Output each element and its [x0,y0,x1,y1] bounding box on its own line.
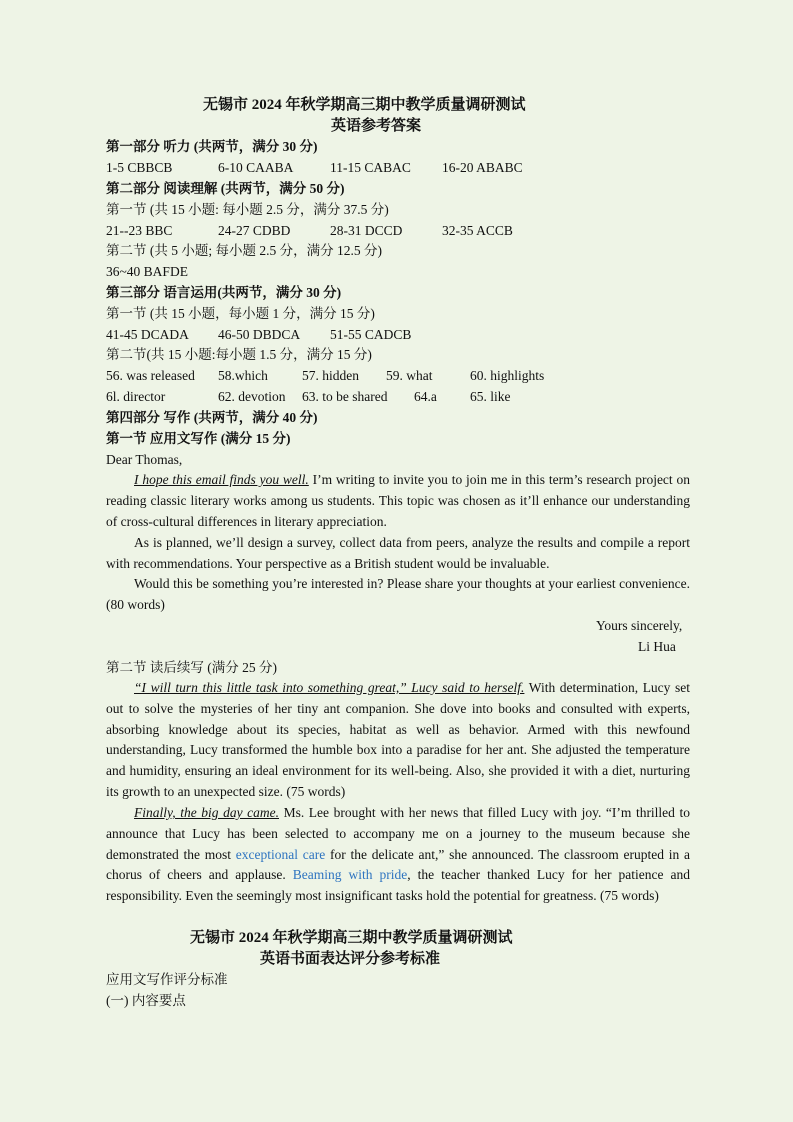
part2-section2-answers: 36~40 BAFDE [106,264,188,279]
part2-heading: 第二部分 阅读理解 (共两节，满分 50 分) [106,181,345,196]
answer-item: 62. devotion [218,389,286,404]
part4-section2-heading: 第二节 读后续写 (满分 25 分) [106,660,277,675]
paragraph-text: With determination, Lucy set out to solve the mysteries of her tiny ant companion. She dove into books and consulted with experts, absorbing knowledge about its species, habitat as well as behavior. Armed with this newfound understanding, Lucy transformed the humble box into a paradise for her ant. She adjusted the temperature and humidity, ensuring an ideal environment for its well-being. Also, she provided it with a diet, nurturing its growth to an unexpected size. (75 words) [106,680,690,799]
document-title: 无锡市 2024 年秋学期高三期中教学质量调研测试 [203,97,526,113]
paragraph-text: Ms. Lee brought with her news that filled Lucy with joy. “I’m thrilled to announce that Lucy has been selected to accompany me on a journey to the museum because she demonstrated the most [106,805,690,862]
part2-section1-heading: 第一节 (共 15 小题: 每小题 2.5 分，满分 37.5 分) [106,202,389,217]
answer-group: 41-45 DCADA [106,327,189,342]
answer-item: 60. highlights [470,368,545,383]
answer-group: 28-31 DCCD [330,223,403,238]
second-subtitle: 英语书面表达评分参考标准 [260,951,441,967]
underlined-opening: I hope this email finds you well. [134,472,309,487]
underlined-opening: Finally, the big day came. [134,805,279,820]
part3-section1-heading: 第一节 (共 15 小题，每小题 1 分，满分 15 分) [106,306,375,321]
paragraph-text: , the teacher thanked Lucy for her patience and responsibility. Even the seemingly most insignificant tasks hold the potential for greatness. (75 words) [106,867,691,904]
part3-heading: 第三部分 语言运用(共两节，满分 30 分) [106,285,342,300]
answer-item: 57. hidden [302,368,359,383]
paragraph-text: Would this be something you’re interested in? Please share your thoughts at your earliest convenience. (80 words) [106,576,690,612]
answer-group: 46-50 DBDCA [218,327,301,342]
answer-item: 63. to be shared [302,389,388,404]
answer-group: 6-10 CAABA [218,160,294,175]
story-paragraph-2 [106,803,690,907]
answer-group: 24-27 CDBD [218,223,291,238]
answer-group: 16-20 ABABC [442,160,523,175]
answer-group: 32-35 ACCB [442,223,513,238]
answer-group: 1-5 CBBCB [106,160,173,175]
part4-section1-heading: 第一节 应用文写作 (满分 15 分) [106,431,291,446]
part3-section2-heading: 第二节(共 15 小题:每小题 1.5 分，满分 15 分) [106,347,372,362]
second-title: 无锡市 2024 年秋学期高三期中教学质量调研测试 [190,930,513,946]
answer-item: 56. was released [106,368,195,383]
document-subtitle: 英语参考答案 [331,118,422,134]
criteria-heading: 应用文写作评分标准 [106,972,228,987]
answer-group: 51-55 CADCB [330,327,412,342]
paragraph-text: As is planned, we’ll design a survey, collect data from peers, analyze the results and compile a report with recommendations. Your perspective as a British student would be invaluable. [106,535,690,571]
letter-signature: Li Hua [638,639,676,654]
answer-group: 21--23 BBC [106,223,173,238]
letter-closing: Yours sincerely, [596,618,683,633]
answer-item: 58.which [218,368,268,383]
part4-heading: 第四部分 写作 (共两节，满分 40 分) [106,410,318,425]
letter-paragraph-2 [106,533,690,575]
part1-heading: 第一部分 听力 (共两节，满分 30 分) [106,139,318,154]
letter-paragraph-3 [106,574,690,616]
letter-greeting: Dear Thomas, [106,452,183,467]
story-paragraph-1 [106,678,690,803]
letter-paragraph-1 [106,470,690,532]
answer-group: 11-15 CABAC [330,160,411,175]
paragraph-text: for the delicate ant,” she announced. The classroom erupted in a chorus of cheers and applause. [106,846,690,883]
answer-item: 64.a [414,389,437,404]
paragraph-text: I’m writing to invite you to join me in this term’s research project on reading classic literary works among us students. This topic was chosen as it’ll enhance our understanding of cross-cultural differences in literary appreciation. [106,472,690,529]
answer-item: 59. what [386,368,433,383]
answer-item: 6l. director [106,389,166,404]
highlighted-phrase: Beaming with pride [292,867,408,883]
part2-section2-heading: 第二节 (共 5 小题; 每小题 2.5 分，满分 12.5 分) [106,243,382,258]
criteria-item: (一) 内容要点 [106,993,186,1008]
underlined-opening: “I will turn this little task into something great,” Lucy said to herself. [134,680,525,695]
answer-item: 65. like [470,389,511,404]
highlighted-phrase: exceptional care [235,846,326,862]
